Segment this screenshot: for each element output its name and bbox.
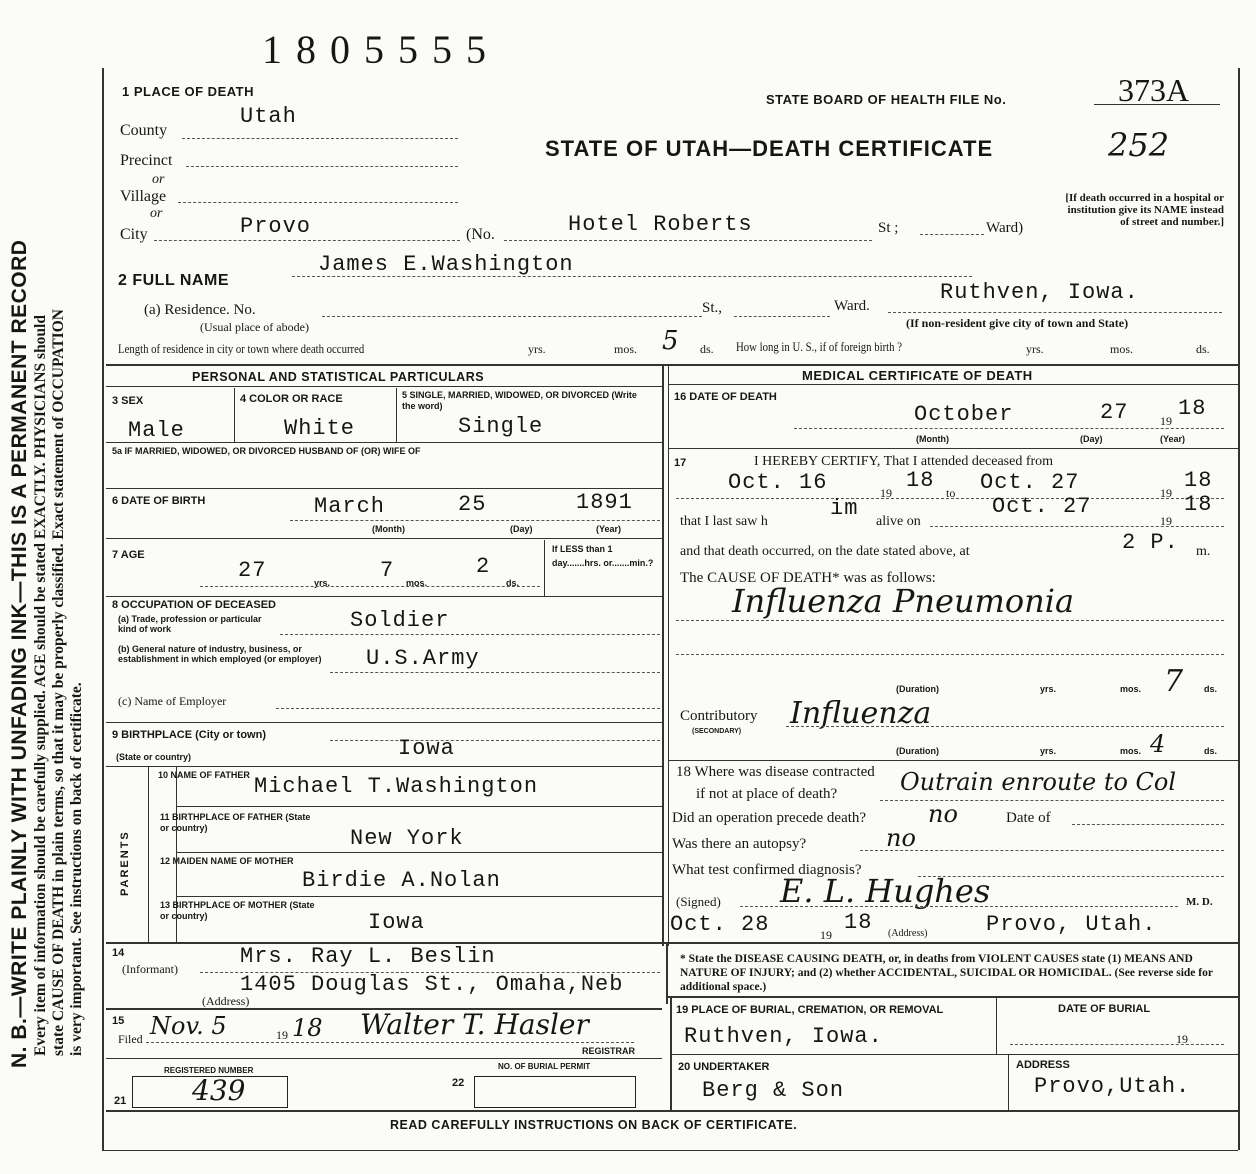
personal-heading: PERSONAL AND STATISTICAL PARTICULARS <box>192 370 485 384</box>
last-seen-year: 18 <box>1184 492 1213 517</box>
file-number: 373A <box>1118 72 1190 108</box>
hospital-note: [If death occurred in a hospital or institution give its NAME instead of street and number.] <box>1065 192 1224 228</box>
contributory-cause: Influenza <box>790 696 932 731</box>
city-value: Provo <box>240 214 312 239</box>
attended-from-year: 18 <box>906 468 935 493</box>
signed-date: Oct. 28 <box>670 912 770 937</box>
residence-days: 5 <box>662 326 679 356</box>
marital-value: Single <box>458 414 544 439</box>
county-value: Utah <box>240 104 297 129</box>
certificate-number: 252 <box>1108 126 1170 164</box>
frame-left <box>102 68 104 1150</box>
attended-from: Oct. 16 <box>728 470 828 495</box>
cause-footnote: * State the DISEASE CAUSING DEATH, or, in deaths from VIOLENT CAUSES state (1) MEANS AND NATURE OF INJURY; and (2) whether ACCIDENTAL, SUICIDAL OR HOMICIDAL. (See reverse side for additional space.) <box>680 953 1213 993</box>
village-label: Village <box>120 188 167 205</box>
birthplace-value: Iowa <box>398 736 455 761</box>
stamped-number: 1805555 <box>262 27 500 72</box>
parents-label: PARENTS <box>119 830 131 896</box>
death-day: 27 <box>1100 400 1129 425</box>
death-year: 18 <box>1178 396 1207 421</box>
father-value: Michael T.Washington <box>254 774 539 799</box>
mother-birthplace-value: Iowa <box>368 910 425 935</box>
column-divider <box>662 366 664 946</box>
operation-answer: no <box>928 800 958 828</box>
attended-to-year: 18 <box>1184 468 1213 493</box>
cause-duration: 7 <box>1164 664 1184 699</box>
frame-bottom <box>102 1150 1238 1151</box>
sex-value: Male <box>128 418 185 443</box>
death-month: October <box>914 402 1014 427</box>
death-time: 2 P. <box>1122 530 1179 555</box>
age-days: 2 <box>476 554 491 579</box>
full-name-label: 2 FULL NAME <box>118 272 229 289</box>
certificate-title: STATE OF UTAH—DEATH CERTIFICATE <box>545 136 994 161</box>
margin-note-2: state CAUSE OF DEATH in plain terms, so that it may be properly classified. Exact statement of OCCUPATION <box>50 309 67 1056</box>
filed-year: 18 <box>292 1014 323 1042</box>
place-heading: 1 PLACE OF DEATH <box>122 84 254 99</box>
residence-value: Ruthven, Iowa. <box>940 280 1139 305</box>
contributory-duration: 4 <box>1150 730 1166 758</box>
dob-day: 25 <box>458 492 487 517</box>
precinct-label: Precinct <box>120 152 173 169</box>
burial-place: Ruthven, Iowa. <box>684 1024 883 1049</box>
registered-number: 439 <box>192 1074 246 1107</box>
undertaker-value: Berg & Son <box>702 1078 845 1103</box>
mother-value: Birdie A.Nolan <box>302 868 501 893</box>
margin-note-1: Every item of information should be carefully supplied. AGE should be stated EXACTLY. PHYSICIANS should <box>32 315 49 1056</box>
full-name-value: James E.Washington <box>318 252 574 277</box>
burial-permit-box <box>474 1076 636 1108</box>
autopsy-answer: no <box>886 824 916 852</box>
occupation-value: Soldier <box>350 608 450 633</box>
city-label: City <box>120 226 148 243</box>
undertaker-address: Provo,Utah. <box>1034 1074 1191 1099</box>
industry-value: U.S.Army <box>366 646 480 671</box>
registrar-signature: Walter T. Hasler <box>360 1008 589 1041</box>
signed-year: 18 <box>844 910 873 935</box>
margin-note-3: is very important. See instructions on back of certificate. <box>68 682 85 1056</box>
color-value: White <box>284 416 356 441</box>
dob-month: March <box>314 494 386 519</box>
informant-value: Mrs. Ray L. Beslin <box>240 944 496 969</box>
medical-heading: MEDICAL CERTIFICATE OF DEATH <box>802 368 1033 383</box>
file-label: STATE BOARD OF HEALTH FILE No. <box>766 92 1007 107</box>
margin-warning: N. B.—WRITE PLAINLY WITH UNFADING INK—THIS IS A PERMANENT RECORD <box>8 239 31 1068</box>
last-seen-date: Oct. 27 <box>992 494 1092 519</box>
attended-to: Oct. 27 <box>980 470 1080 495</box>
cause-of-death: Influenza Pneumonia <box>732 582 1075 620</box>
disease-contracted: Outrain enroute to Col <box>900 768 1177 796</box>
informant-address-value: 1405 Douglas St., Omaha,Neb <box>240 972 624 997</box>
physician-address: Provo, Utah. <box>986 912 1157 937</box>
physician-signature: E. L. Hughes <box>780 872 991 910</box>
father-birthplace-value: New York <box>350 826 464 851</box>
age-years: 27 <box>238 558 267 583</box>
county-label: County <box>120 122 168 139</box>
age-months: 7 <box>380 558 395 583</box>
footer-instructions: READ CAREFULLY INSTRUCTIONS ON BACK OF CERTIFICATE. <box>390 1118 798 1132</box>
frame-right <box>1238 68 1240 1150</box>
filed-date: Nov. 5 <box>150 1012 227 1040</box>
dob-year: 1891 <box>576 490 633 515</box>
street-value: Hotel Roberts <box>568 212 753 237</box>
